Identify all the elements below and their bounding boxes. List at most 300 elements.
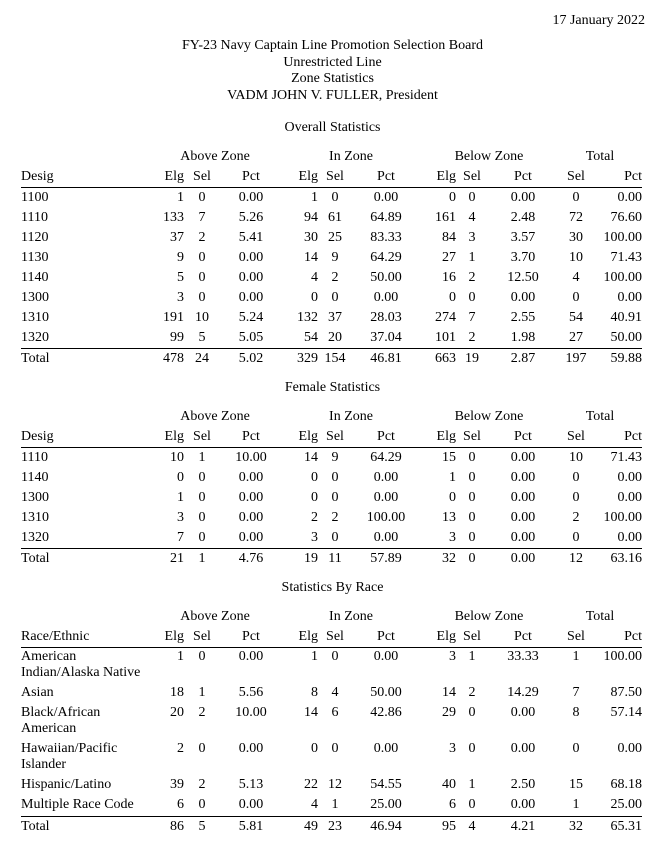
above-sel-cell: 1 xyxy=(198,450,206,465)
row-label: 1120 xyxy=(21,230,49,245)
in-sel-cell: 0 xyxy=(331,649,339,664)
below-sel-cell: 0 xyxy=(468,190,476,205)
in-pct-header: Pct xyxy=(352,167,420,188)
total-pct-cell: 100.00 xyxy=(603,230,642,245)
below-sel-cell: 0 xyxy=(468,510,476,525)
above-elg-cell: 3 xyxy=(177,290,184,305)
total-pct-cell: 50.00 xyxy=(610,330,642,345)
below-pct-header: Pct xyxy=(488,167,558,188)
above-pct-cell: 0.00 xyxy=(238,470,264,485)
table-row xyxy=(21,268,642,288)
above-sel-cell: 0 xyxy=(198,290,206,305)
total-pct-header: Pct xyxy=(594,427,642,448)
below-elg-cell: 1 xyxy=(449,470,456,485)
below-sel-cell: 0 xyxy=(468,797,476,812)
above-elg-header: Elg xyxy=(148,427,184,448)
below-sel-cell: 1 xyxy=(468,777,476,792)
below-elg-cell: 6 xyxy=(449,797,456,812)
below-sel-header: Sel xyxy=(456,167,488,188)
above-pct-cell: 0.00 xyxy=(238,510,264,525)
above-elg-cell: 21 xyxy=(148,549,184,570)
above-sel-cell: 0 xyxy=(198,470,206,485)
above-pct-cell: 0.00 xyxy=(238,530,264,545)
in-pct-cell: 46.94 xyxy=(352,817,420,838)
in-pct-cell: 57.89 xyxy=(352,549,420,570)
total-sel-cell: 15 xyxy=(569,777,583,792)
in-pct-cell: 50.00 xyxy=(370,270,402,285)
row-label: 1140 xyxy=(21,470,49,485)
in-pct-cell: 0.00 xyxy=(373,290,399,305)
total-sel-cell: 12 xyxy=(558,549,594,570)
below-elg-cell: 101 xyxy=(435,330,456,345)
in-pct-cell: 0.00 xyxy=(373,530,399,545)
above-pct-cell: 5.05 xyxy=(238,330,264,345)
in-zone-header: In Zone xyxy=(329,609,373,624)
in-pct-cell: 64.29 xyxy=(370,250,402,265)
total-sel-cell: 1 xyxy=(572,797,580,812)
total-pct-cell: 40.91 xyxy=(610,310,642,325)
below-pct-cell: 0.00 xyxy=(488,549,558,570)
female-statistics-title: Female Statistics xyxy=(284,380,381,395)
above-sel-cell: 0 xyxy=(198,741,206,756)
total-pct-cell: 25.00 xyxy=(610,797,642,812)
in-elg-header: Elg xyxy=(282,167,318,188)
zone-header-row xyxy=(21,147,642,167)
in-elg-cell: 94 xyxy=(304,210,318,225)
in-sel-cell: 9 xyxy=(331,450,339,465)
below-sel-cell: 19 xyxy=(456,349,488,370)
row-label: 1320 xyxy=(21,530,49,545)
in-sel-cell: 1 xyxy=(331,797,339,812)
in-pct-cell: 46.81 xyxy=(352,349,420,370)
below-elg-cell: 84 xyxy=(442,230,456,245)
below-elg-cell: 32 xyxy=(420,549,456,570)
below-elg-cell: 0 xyxy=(449,290,456,305)
above-sel-cell: 1 xyxy=(184,549,220,570)
above-elg-cell: 99 xyxy=(170,330,184,345)
below-sel-cell: 0 xyxy=(468,705,476,720)
in-sel-cell: 0 xyxy=(331,290,339,305)
above-pct-cell: 0.00 xyxy=(238,490,264,505)
below-pct-cell: 2.87 xyxy=(488,349,558,370)
above-elg-header: Elg xyxy=(148,627,184,648)
total-pct-cell: 0.00 xyxy=(617,290,642,305)
column-header-row xyxy=(21,427,642,448)
row-label: Hispanic/Latino xyxy=(21,777,112,792)
above-elg-cell: 39 xyxy=(170,777,184,792)
race-statistics-title: Statistics By Race xyxy=(281,580,384,595)
in-pct-header: Pct xyxy=(352,427,420,448)
below-sel-cell: 1 xyxy=(468,649,476,664)
table-row xyxy=(21,448,642,469)
table-row xyxy=(21,528,642,549)
above-pct-cell: 4.76 xyxy=(220,549,282,570)
below-pct-cell: 3.57 xyxy=(510,230,536,245)
in-pct-cell: 83.33 xyxy=(370,230,402,245)
blank-cell xyxy=(21,147,148,167)
above-elg-cell: 86 xyxy=(148,817,184,838)
in-pct-cell: 0.00 xyxy=(373,470,399,485)
in-sel-header: Sel xyxy=(318,427,352,448)
above-elg-cell: 2 xyxy=(177,741,184,756)
above-pct-cell: 0.00 xyxy=(238,290,264,305)
total-pct-cell: 100.00 xyxy=(603,270,642,285)
row-label: 1320 xyxy=(21,330,49,345)
above-pct-cell: 5.24 xyxy=(238,310,264,325)
above-elg-cell: 18 xyxy=(170,685,184,700)
table-row xyxy=(21,308,642,328)
below-elg-cell: 13 xyxy=(442,510,456,525)
in-sel-cell: 2 xyxy=(331,510,339,525)
table-row xyxy=(21,188,642,209)
in-pct-header: Pct xyxy=(352,627,420,648)
above-elg-cell: 1 xyxy=(177,490,184,505)
above-elg-cell: 133 xyxy=(163,210,184,225)
in-sel-cell: 12 xyxy=(328,777,342,792)
in-sel-cell: 25 xyxy=(328,230,342,245)
row-label: Total xyxy=(21,549,148,570)
in-elg-header: Elg xyxy=(282,427,318,448)
total-pct-cell: 0.00 xyxy=(617,190,642,205)
below-pct-cell: 14.29 xyxy=(507,685,539,700)
below-pct-cell: 12.50 xyxy=(507,270,539,285)
board-subtitle: Zone Statistics xyxy=(291,71,374,86)
total-header: Total xyxy=(585,609,615,624)
below-elg-cell: 0 xyxy=(449,190,456,205)
in-elg-cell: 14 xyxy=(304,250,318,265)
in-pct-cell: 64.89 xyxy=(370,210,402,225)
above-pct-cell: 0.00 xyxy=(238,270,264,285)
table-row xyxy=(21,796,642,817)
below-elg-cell: 14 xyxy=(442,685,456,700)
in-pct-cell: 50.00 xyxy=(370,685,402,700)
above-sel-cell: 0 xyxy=(198,250,206,265)
above-sel-header: Sel xyxy=(184,627,220,648)
above-elg-cell: 6 xyxy=(177,797,184,812)
below-elg-cell: 3 xyxy=(449,741,456,756)
total-sel-cell: 32 xyxy=(558,817,594,838)
table-row xyxy=(21,704,642,740)
below-zone-header: Below Zone xyxy=(454,149,524,164)
above-sel-cell: 10 xyxy=(195,310,209,325)
below-pct-cell: 3.70 xyxy=(510,250,536,265)
above-pct-cell: 0.00 xyxy=(238,649,264,664)
above-elg-cell: 191 xyxy=(163,310,184,325)
below-pct-cell: 1.98 xyxy=(510,330,536,345)
row-label: 1310 xyxy=(21,310,49,325)
below-sel-cell: 2 xyxy=(468,270,476,285)
total-pct-cell: 0.00 xyxy=(617,470,642,485)
total-sel-header: Sel xyxy=(558,627,594,648)
table-row xyxy=(21,776,642,796)
total-pct-cell: 71.43 xyxy=(610,250,642,265)
above-pct-header: Pct xyxy=(220,427,282,448)
in-pct-cell: 0.00 xyxy=(373,490,399,505)
in-pct-cell: 54.55 xyxy=(370,777,402,792)
first-column-header: Desig xyxy=(21,167,148,188)
total-pct-cell: 71.43 xyxy=(610,450,642,465)
above-sel-header: Sel xyxy=(184,167,220,188)
below-pct-cell: 0.00 xyxy=(510,450,536,465)
above-elg-cell: 37 xyxy=(170,230,184,245)
in-elg-cell: 1 xyxy=(311,190,318,205)
above-pct-cell: 10.00 xyxy=(235,705,267,720)
row-label: 1110 xyxy=(21,450,48,465)
table-row xyxy=(21,648,642,685)
row-label: 1100 xyxy=(21,190,49,205)
below-pct-cell: 0.00 xyxy=(510,190,536,205)
row-label: 1140 xyxy=(21,270,49,285)
total-header: Total xyxy=(585,149,615,164)
below-elg-header: Elg xyxy=(420,167,456,188)
above-pct-cell: 10.00 xyxy=(235,450,267,465)
in-elg-cell: 22 xyxy=(304,777,318,792)
above-pct-cell: 5.02 xyxy=(220,349,282,370)
above-pct-header: Pct xyxy=(220,167,282,188)
table-row xyxy=(21,684,642,704)
zone-header-row xyxy=(21,407,642,427)
in-zone-header: In Zone xyxy=(329,149,373,164)
row-label: Hawaiian/Pacific Islander xyxy=(21,741,118,772)
below-sel-cell: 1 xyxy=(468,250,476,265)
total-row xyxy=(21,817,642,838)
below-pct-cell: 0.00 xyxy=(510,290,536,305)
total-sel-cell: 0 xyxy=(572,530,580,545)
total-pct-cell: 87.50 xyxy=(610,685,642,700)
row-label: 1300 xyxy=(21,490,49,505)
total-sel-cell: 4 xyxy=(572,270,580,285)
in-elg-cell: 54 xyxy=(304,330,318,345)
above-sel-header: Sel xyxy=(184,427,220,448)
in-elg-cell: 4 xyxy=(311,270,318,285)
table-row xyxy=(21,508,642,528)
below-elg-header: Elg xyxy=(420,427,456,448)
row-label: 1130 xyxy=(21,250,49,265)
total-sel-cell: 27 xyxy=(569,330,583,345)
below-elg-cell: 274 xyxy=(435,310,456,325)
below-pct-cell: 0.00 xyxy=(510,510,536,525)
above-elg-cell: 478 xyxy=(148,349,184,370)
above-pct-cell: 0.00 xyxy=(238,797,264,812)
below-elg-cell: 161 xyxy=(435,210,456,225)
blank-cell xyxy=(21,607,148,627)
in-sel-header: Sel xyxy=(318,627,352,648)
table-row xyxy=(21,328,642,349)
below-elg-header: Elg xyxy=(420,627,456,648)
total-row xyxy=(21,549,642,570)
total-sel-cell: 197 xyxy=(558,349,594,370)
total-pct-cell: 0.00 xyxy=(617,741,642,756)
above-sel-cell: 5 xyxy=(198,330,206,345)
in-elg-cell: 19 xyxy=(282,549,318,570)
in-sel-cell: 23 xyxy=(318,817,352,838)
table-row xyxy=(21,228,642,248)
in-pct-cell: 37.04 xyxy=(370,330,402,345)
in-zone-header: In Zone xyxy=(329,409,373,424)
first-column-header: Desig xyxy=(21,427,148,448)
in-elg-cell: 8 xyxy=(311,685,318,700)
below-pct-header: Pct xyxy=(488,627,558,648)
above-sel-cell: 0 xyxy=(198,530,206,545)
total-pct-cell: 57.14 xyxy=(610,705,642,720)
above-elg-header: Elg xyxy=(148,167,184,188)
above-sel-cell: 0 xyxy=(198,510,206,525)
below-elg-cell: 16 xyxy=(442,270,456,285)
below-sel-header: Sel xyxy=(456,427,488,448)
in-sel-cell: 20 xyxy=(328,330,342,345)
board-title: FY-23 Navy Captain Line Promotion Selection Board xyxy=(182,38,483,53)
report-date: 17 January 2022 xyxy=(552,13,645,28)
in-elg-cell: 30 xyxy=(304,230,318,245)
in-sel-header: Sel xyxy=(318,167,352,188)
total-pct-cell: 76.60 xyxy=(610,210,642,225)
below-sel-cell: 0 xyxy=(468,741,476,756)
total-sel-cell: 0 xyxy=(572,190,580,205)
in-elg-cell: 2 xyxy=(311,510,318,525)
below-elg-cell: 15 xyxy=(442,450,456,465)
total-sel-cell: 2 xyxy=(572,510,580,525)
row-label: Multiple Race Code xyxy=(21,797,134,812)
total-sel-header: Sel xyxy=(558,427,594,448)
female-statistics-table xyxy=(21,407,642,569)
below-pct-cell: 33.33 xyxy=(507,649,539,664)
above-zone-header: Above Zone xyxy=(180,149,250,164)
below-sel-cell: 0 xyxy=(468,530,476,545)
row-label: Total xyxy=(21,349,148,370)
total-pct-cell: 68.18 xyxy=(610,777,642,792)
blank-cell xyxy=(21,407,148,427)
total-sel-cell: 7 xyxy=(572,685,580,700)
total-sel-cell: 0 xyxy=(572,290,580,305)
row-label: Asian xyxy=(21,685,54,700)
below-elg-cell: 663 xyxy=(420,349,456,370)
total-pct-header: Pct xyxy=(594,167,642,188)
table-row xyxy=(21,488,642,508)
total-pct-cell: 59.88 xyxy=(594,349,642,370)
below-pct-cell: 2.48 xyxy=(510,210,536,225)
below-elg-cell: 40 xyxy=(442,777,456,792)
below-pct-header: Pct xyxy=(488,427,558,448)
board-line: Unrestricted Line xyxy=(283,54,382,70)
total-pct-cell: 100.00 xyxy=(603,649,642,664)
in-elg-header: Elg xyxy=(282,627,318,648)
below-pct-cell: 0.00 xyxy=(510,705,536,720)
overall-statistics-table xyxy=(21,147,642,369)
total-sel-cell: 0 xyxy=(572,741,580,756)
total-sel-cell: 0 xyxy=(572,470,580,485)
total-sel-cell: 10 xyxy=(569,450,583,465)
above-pct-cell: 0.00 xyxy=(238,190,264,205)
above-sel-cell: 0 xyxy=(198,490,206,505)
table-row xyxy=(21,740,642,776)
below-sel-cell: 4 xyxy=(468,210,476,225)
above-elg-cell: 7 xyxy=(177,530,184,545)
total-sel-cell: 0 xyxy=(572,490,580,505)
total-sel-cell: 30 xyxy=(569,230,583,245)
below-zone-header: Below Zone xyxy=(454,409,524,424)
in-pct-cell: 0.00 xyxy=(373,190,399,205)
above-pct-cell: 5.81 xyxy=(220,817,282,838)
total-sel-cell: 54 xyxy=(569,310,583,325)
row-label: 1110 xyxy=(21,210,48,225)
report-header xyxy=(0,38,665,104)
row-label: American Indian/Alaska Native xyxy=(21,649,141,680)
below-sel-cell: 2 xyxy=(468,330,476,345)
race-statistics-table xyxy=(21,607,642,837)
in-pct-cell: 28.03 xyxy=(370,310,402,325)
in-sel-cell: 0 xyxy=(331,190,339,205)
total-pct-cell: 0.00 xyxy=(617,530,642,545)
above-pct-cell: 0.00 xyxy=(238,250,264,265)
in-elg-cell: 14 xyxy=(304,705,318,720)
below-sel-cell: 3 xyxy=(468,230,476,245)
in-elg-cell: 0 xyxy=(311,490,318,505)
total-pct-cell: 100.00 xyxy=(603,510,642,525)
above-elg-cell: 5 xyxy=(177,270,184,285)
in-sel-cell: 9 xyxy=(331,250,339,265)
in-pct-cell: 42.86 xyxy=(370,705,402,720)
in-elg-cell: 1 xyxy=(311,649,318,664)
above-elg-cell: 1 xyxy=(177,649,184,664)
in-sel-cell: 6 xyxy=(331,705,339,720)
above-sel-cell: 0 xyxy=(198,797,206,812)
in-sel-cell: 11 xyxy=(318,549,352,570)
below-zone-header: Below Zone xyxy=(454,609,524,624)
in-sel-cell: 0 xyxy=(331,741,339,756)
in-elg-cell: 49 xyxy=(282,817,318,838)
above-sel-cell: 0 xyxy=(198,270,206,285)
total-pct-header: Pct xyxy=(594,627,642,648)
above-sel-cell: 5 xyxy=(184,817,220,838)
above-sel-cell: 0 xyxy=(198,649,206,664)
in-elg-cell: 132 xyxy=(297,310,318,325)
in-elg-cell: 0 xyxy=(311,741,318,756)
below-sel-cell: 7 xyxy=(468,310,476,325)
in-pct-cell: 25.00 xyxy=(370,797,402,812)
in-sel-cell: 0 xyxy=(331,530,339,545)
in-sel-cell: 0 xyxy=(331,470,339,485)
in-elg-cell: 4 xyxy=(311,797,318,812)
total-sel-cell: 8 xyxy=(572,705,580,720)
above-pct-cell: 5.26 xyxy=(238,210,264,225)
below-pct-cell: 0.00 xyxy=(510,490,536,505)
table-row xyxy=(21,208,642,228)
in-pct-cell: 0.00 xyxy=(373,649,399,664)
below-sel-cell: 4 xyxy=(456,817,488,838)
board-president: VADM JOHN V. FULLER, President xyxy=(227,87,438,103)
below-sel-cell: 0 xyxy=(456,549,488,570)
below-elg-cell: 0 xyxy=(449,490,456,505)
above-elg-cell: 10 xyxy=(170,450,184,465)
total-header: Total xyxy=(585,409,615,424)
in-elg-cell: 14 xyxy=(304,450,318,465)
below-sel-header: Sel xyxy=(456,627,488,648)
below-sel-cell: 0 xyxy=(468,290,476,305)
in-elg-cell: 0 xyxy=(311,470,318,485)
in-sel-cell: 0 xyxy=(331,490,339,505)
above-sel-cell: 24 xyxy=(184,349,220,370)
in-elg-cell: 329 xyxy=(282,349,318,370)
total-pct-cell: 0.00 xyxy=(617,490,642,505)
in-sel-cell: 37 xyxy=(328,310,342,325)
below-elg-cell: 29 xyxy=(442,705,456,720)
below-elg-cell: 95 xyxy=(420,817,456,838)
total-row xyxy=(21,349,642,370)
below-pct-cell: 0.00 xyxy=(510,741,536,756)
table-row xyxy=(21,468,642,488)
in-elg-cell: 0 xyxy=(311,290,318,305)
below-pct-cell: 4.21 xyxy=(488,817,558,838)
